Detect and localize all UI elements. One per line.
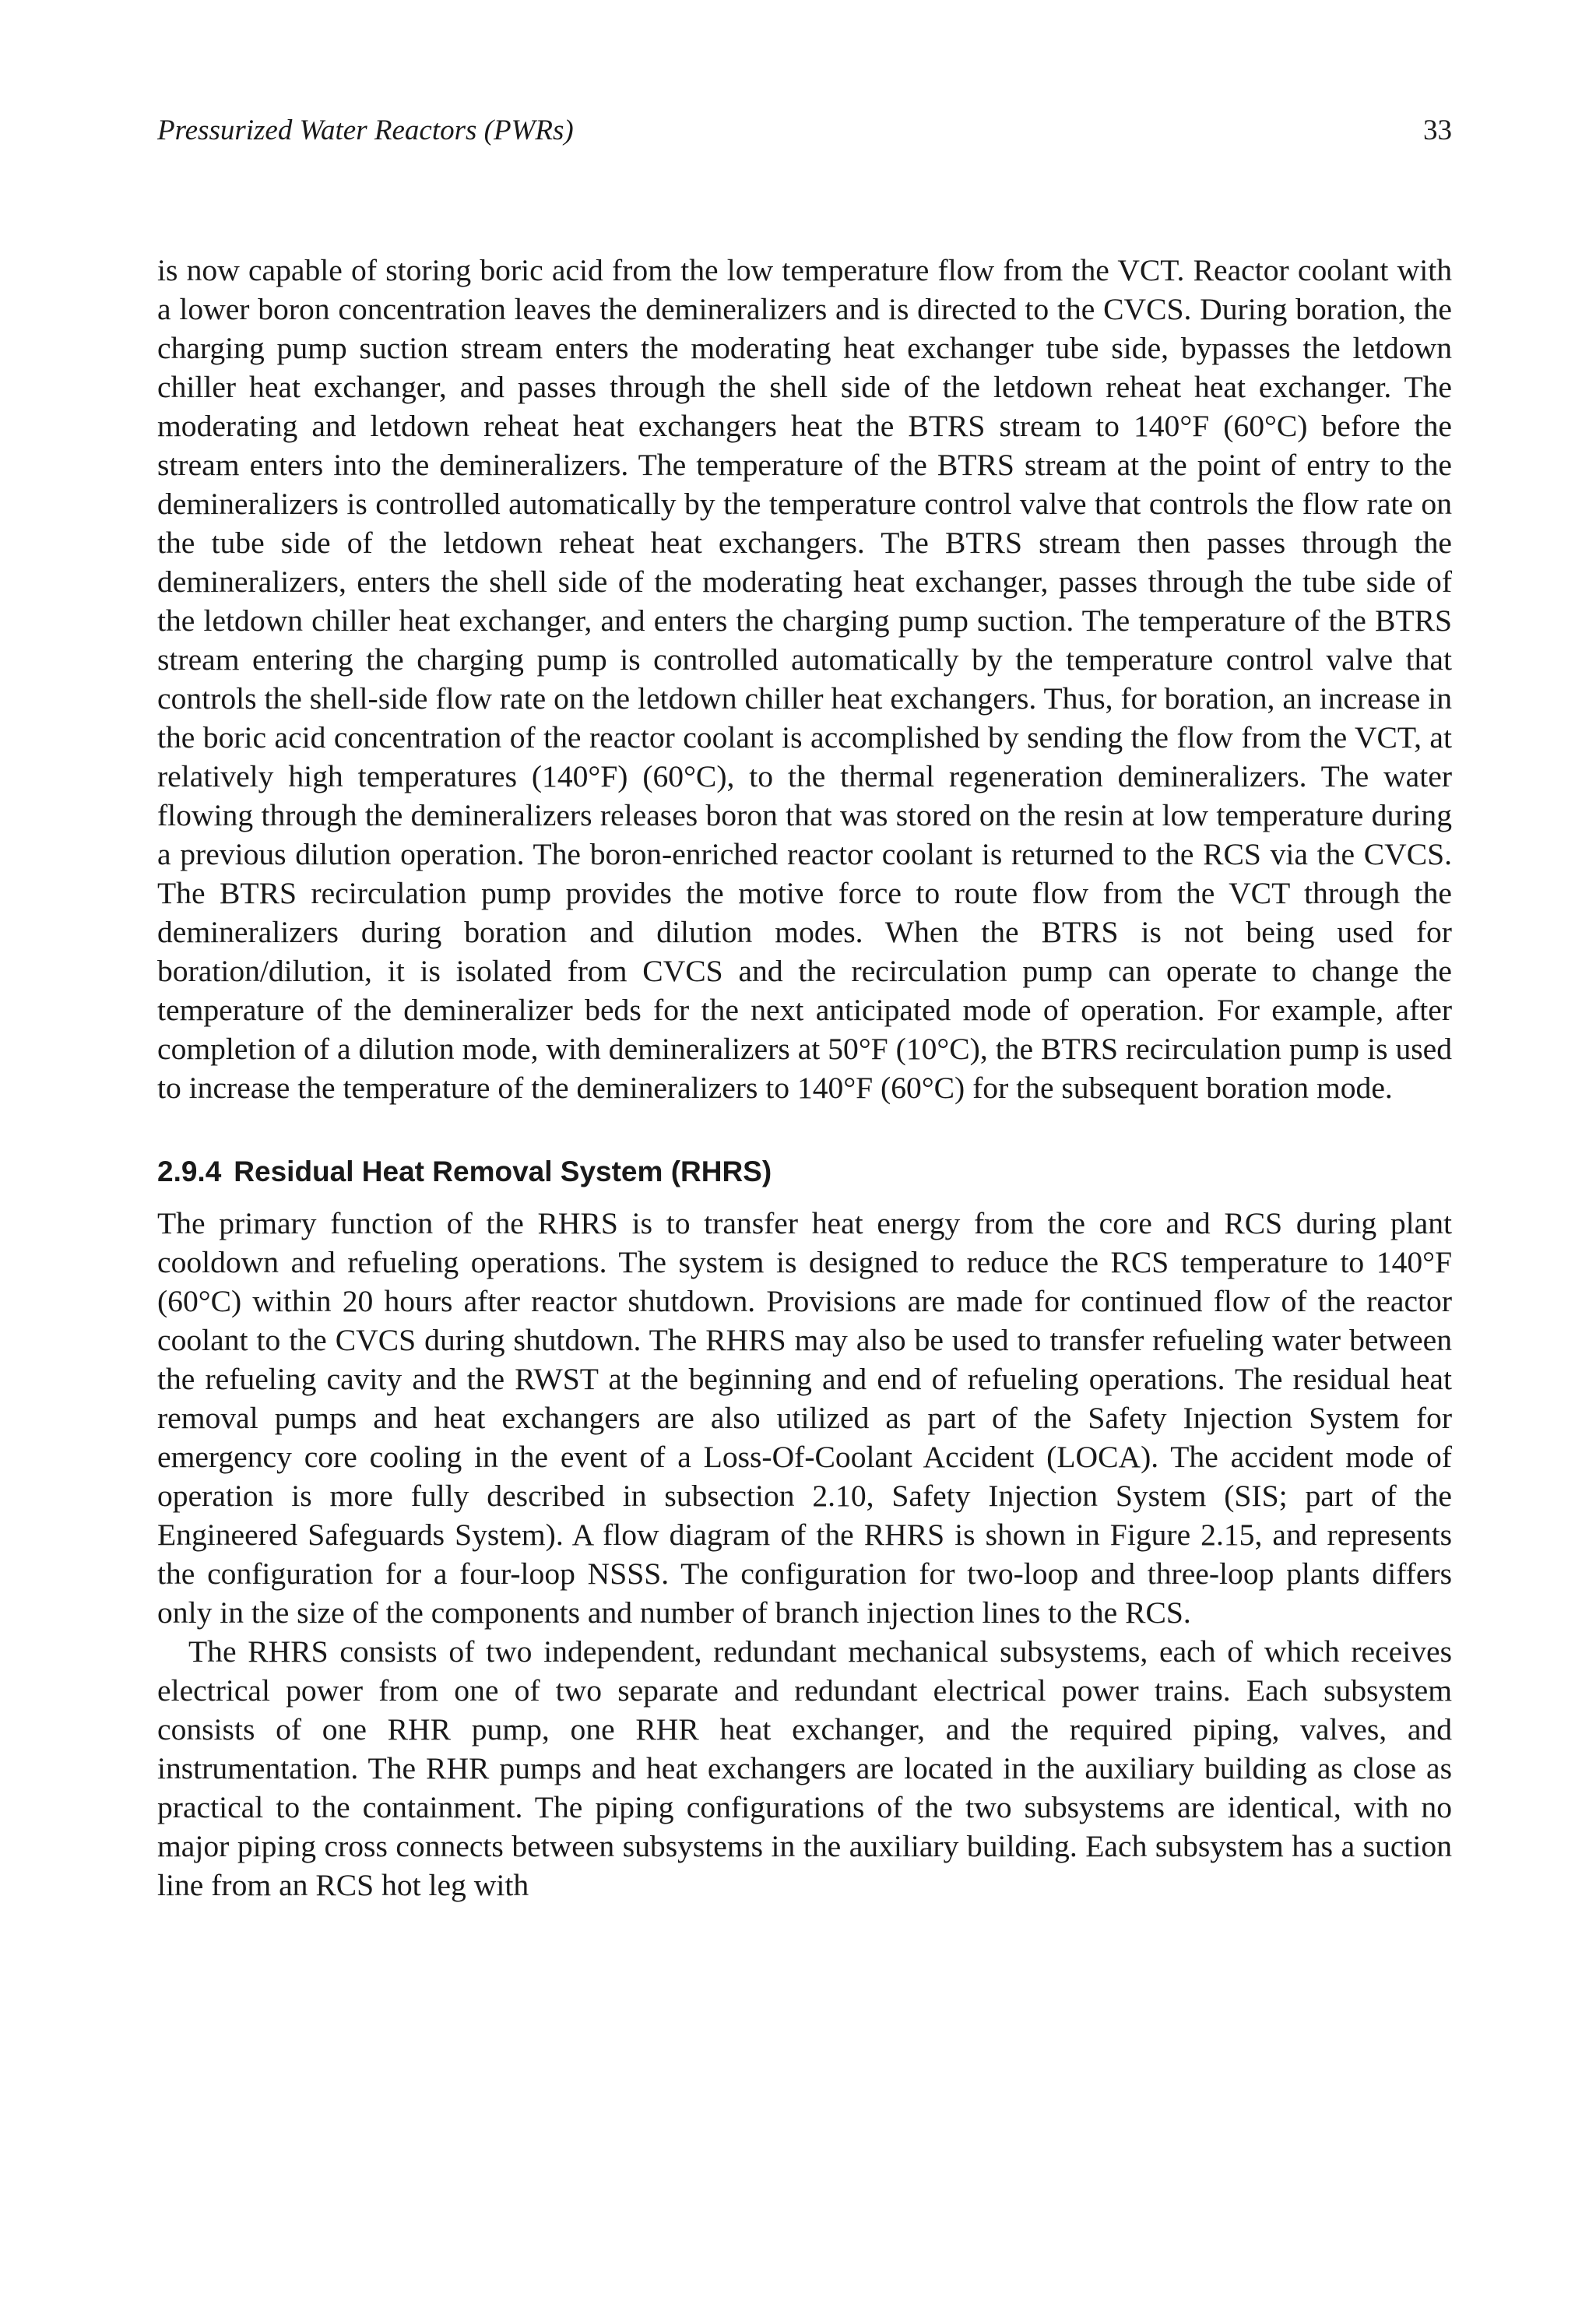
section-number: 2.9.4 bbox=[157, 1156, 222, 1187]
paragraph-btrs-boration: is now capable of storing boric acid from the low temperature flow from the VCT. Reactor coolant with a lower boron concentration leaves the demineralizers and is directed to the CVCS. During boration, the charging pump suction stream enters the moderating heat exchanger tube side, bypasses the letdown chiller heat exchanger, and passes through the shell side of the letdown reheat heat exchanger. The moderating and letdown reheat heat exchangers heat the BTRS stream to 140°F (60°C) before the stream enters into the demineralizers. The temperature of the BTRS stream at the point of entry to the demineralizers is controlled automatically by the temperature control valve that controls the flow rate on the tube side of the letdown reheat heat exchangers. The BTRS stream then passes through the demineralizers, enters the shell side of the moderating heat exchanger, passes through the tube side of the letdown chiller heat exchanger, and enters the charging pump suction. The temperature of the BTRS stream entering the charging pump is controlled automatically by the temperature control valve that controls the shell-side flow rate on the letdown chiller heat exchangers. Thus, for boration, an increase in the boric acid concentration of the reactor coolant is accomplished by sending the flow from the VCT, at relatively high temperatures (140°F) (60°C), to the thermal regeneration demineralizers. The water flowing through the demineralizers releases boron that was stored on the resin at low temperature during a previous dilution operation. The boron-enriched reactor coolant is returned to the RCS via the CVCS. The BTRS recirculation pump provides the motive force to route flow from the VCT through the demineralizers during boration and dilution modes. When the BTRS is not being used for boration/dilution, it is isolated from CVCS and the recirculation pump can operate to change the temperature of the demineralizer beds for the next anticipated mode of operation. For example, after completion of a dilution mode, with demineralizers at 50°F (10°C), the BTRS recirculation pump is used to increase the temperature of the demineralizers to 140°F (60°C) for the subsequent boration mode. bbox=[157, 253, 1452, 1105]
section-heading bbox=[157, 1152, 1452, 1191]
paragraph-rhrs-subsystems: The RHRS consists of two independent, redundant mechanical subsystems, each of which receives electrical power from one of two separate and redundant electrical power trains. Each subsystem consists of one RHR pump, one RHR heat exchanger, and the required piping, valves, and instrumentation. The RHR pumps and heat exchangers are located in the auxiliary building as close as practical to the containment. The piping configurations of the two subsystems are identical, with no major piping cross connects between subsystems in the auxiliary building. Each subsystem has a suction line from an RCS hot leg with bbox=[157, 1634, 1452, 1902]
page-number: 33 bbox=[1423, 114, 1452, 146]
body-text bbox=[157, 251, 1452, 1905]
paragraph-rhrs-function: The primary function of the RHRS is to transfer heat energy from the core and RCS during plant cooldown and refueling operations. The system is designed to reduce the RCS temperature to 140°F (60°C) within 20 hours after reactor shutdown. Provisions are made for continued flow of the reactor coolant to the CVCS during shutdown. The RHRS may also be used to transfer refueling water between the refueling cavity and the RWST at the beginning and end of refueling operations. The residual heat removal pumps and heat exchangers are also utilized as part of the Safety Injection System for emergency core cooling in the event of a Loss-Of-Coolant Accident (LOCA). The accident mode of operation is more fully described in subsection 2.10, Safety Injection System (SIS; part of the Engineered Safeguards System). A flow diagram of the RHRS is shown in Figure 2.15, and represents the configuration for a four-loop NSSS. The configuration for two-loop and three-loop plants differs only in the size of the components and number of branch injection lines to the RCS. bbox=[157, 1206, 1452, 1630]
running-header-title: Pressurized Water Reactors (PWRs) bbox=[157, 114, 574, 146]
running-header bbox=[157, 114, 1452, 153]
section-title: Residual Heat Removal System (RHRS) bbox=[234, 1156, 772, 1187]
